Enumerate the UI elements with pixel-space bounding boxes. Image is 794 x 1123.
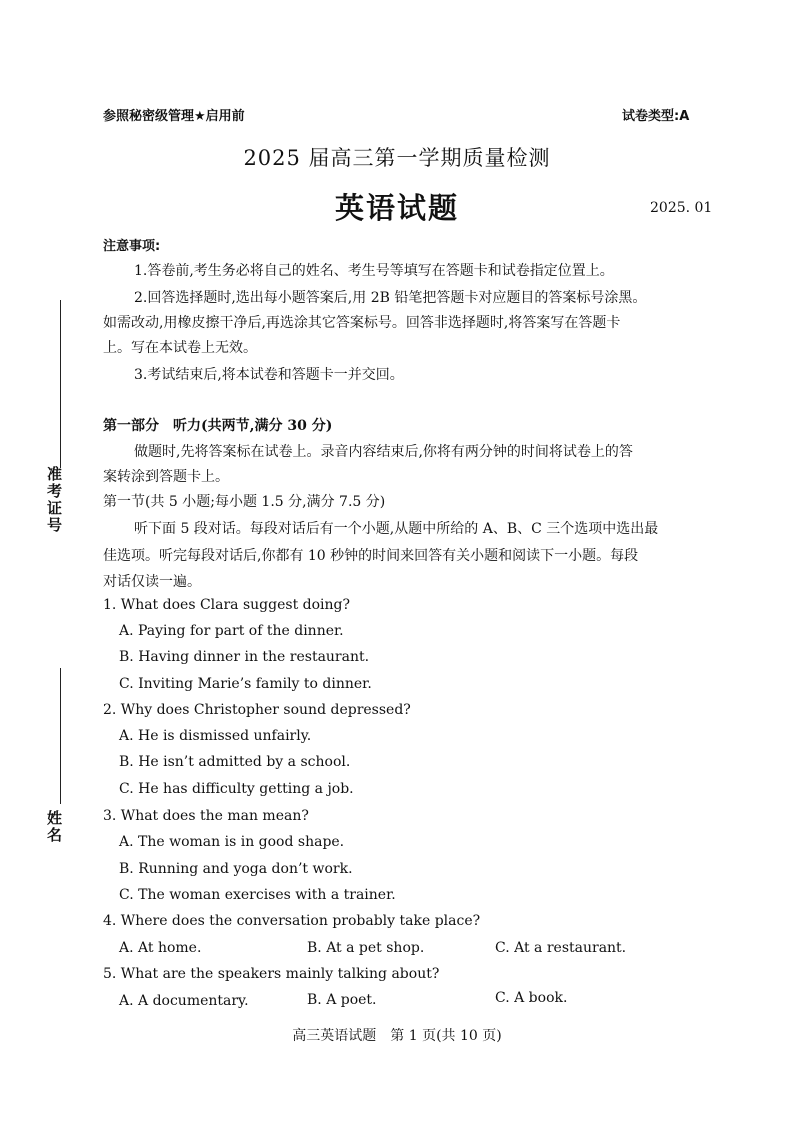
question-5-stem: 5. What are the speakers mainly talking about? <box>103 966 440 982</box>
section1-line-1: 听下面 5 段对话。每段对话后有一个小题,从题中所给的 A、B、C 三个选项中选出最 <box>134 521 659 537</box>
question-1-stem: 1. What does Clara suggest doing? <box>103 597 350 613</box>
question-1-option-b: B. Having dinner in the restaurant. <box>119 649 370 665</box>
exam-title: 2025 届高三第一学期质量检测 <box>243 146 551 170</box>
paper-type-label: 试卷类型:A <box>622 109 690 124</box>
question-5-option-a: A. A documentary. <box>119 993 249 1009</box>
exam-number-label: 准考证号 <box>45 466 63 534</box>
notice-item-2-line-1: 2.回答选择题时,选出每小题答案后,用 2B 铅笔把答题卡对应题目的答案标号涂黑。 <box>134 290 647 306</box>
notice-item-2-line-3: 上。写在本试卷上无效。 <box>103 340 257 356</box>
exam-number-blank-line <box>60 300 61 468</box>
question-2-option-a: A. He is dismissed unfairly. <box>119 728 312 744</box>
question-2-stem: 2. Why does Christopher sound depressed? <box>103 702 411 718</box>
notice-item-2-line-2: 如需改动,用橡皮擦干净后,再选涂其它答案标号。回答非选择题时,将答案写在答题卡 <box>103 315 621 331</box>
question-3-option-a: A. The woman is in good shape. <box>119 834 345 850</box>
part1-heading: 第一部分 听力(共两节,满分 30 分) <box>103 418 333 434</box>
question-3-option-c: C. The woman exercises with a trainer. <box>119 887 396 903</box>
question-1-option-a: A. Paying for part of the dinner. <box>119 623 344 639</box>
question-4-option-b: B. At a pet shop. <box>307 940 425 956</box>
name-label: 姓名 <box>45 810 63 844</box>
part1-intro-line-2: 案转涂到答题卡上。 <box>103 469 229 485</box>
question-3-stem: 3. What does the man mean? <box>103 808 309 824</box>
notice-item-3: 3.考试结束后,将本试卷和答题卡一并交回。 <box>134 367 404 383</box>
section1-heading: 第一节(共 5 小题;每小题 1.5 分,满分 7.5 分) <box>103 494 386 510</box>
question-5-option-b: B. A poet. <box>307 992 377 1008</box>
question-1-option-c: C. Inviting Marie’s family to dinner. <box>119 676 372 692</box>
part1-intro-line-1: 做题时,先将答案标在试卷上。录音内容结束后,你将有两分钟的时间将试卷上的答 <box>134 444 633 460</box>
confidentiality-label: 参照秘密级管理★启用前 <box>103 109 245 124</box>
section1-line-3: 对话仅读一遍。 <box>103 574 201 590</box>
page-footer: 高三英语试题 第 1 页(共 10 页) <box>292 1028 502 1044</box>
question-4-stem: 4. Where does the conversation probably take place? <box>103 913 481 929</box>
name-blank-line <box>60 668 61 804</box>
notice-item-1: 1.答卷前,考生务必将自己的姓名、考生号等填写在答题卡和试卷指定位置上。 <box>134 263 614 279</box>
subject-title: 英语试题 <box>334 191 459 225</box>
question-4-option-c: C. At a restaurant. <box>495 940 627 956</box>
notice-heading: 注意事项: <box>103 239 161 254</box>
question-5-option-c: C. A book. <box>495 990 568 1006</box>
question-4-option-a: A. At home. <box>119 940 202 956</box>
question-2-option-b: B. He isn’t admitted by a school. <box>119 754 351 770</box>
exam-date: 2025. 01 <box>650 200 713 216</box>
question-3-option-b: B. Running and yoga don’t work. <box>119 861 353 877</box>
section1-line-2: 佳选项。听完每段对话后,你都有 10 秒钟的时间来回答有关小题和阅读下一小题。每段 <box>103 548 639 564</box>
question-2-option-c: C. He has difficulty getting a job. <box>119 781 354 797</box>
